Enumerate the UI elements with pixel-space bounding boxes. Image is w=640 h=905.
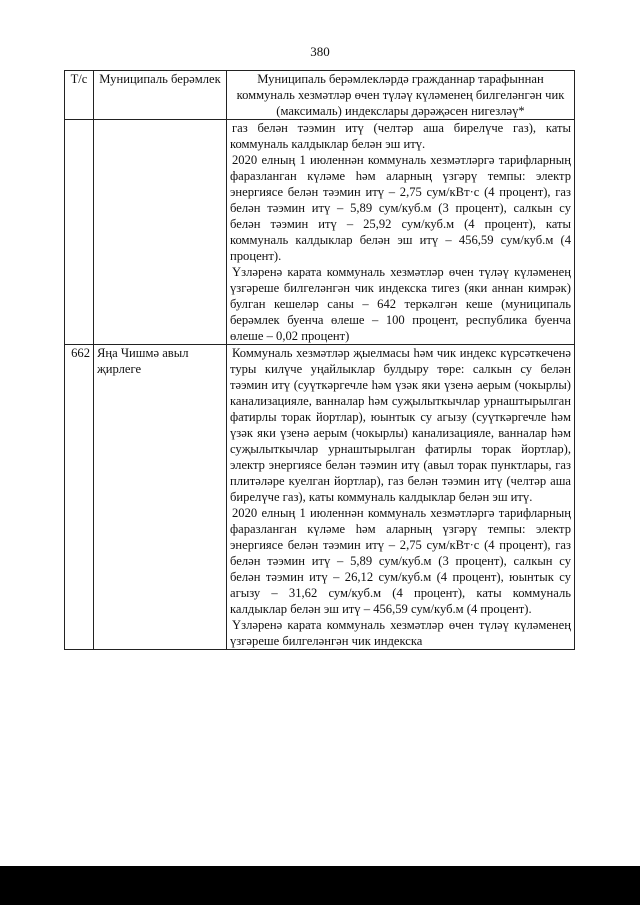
description-paragraph: газ белән тәэмин итү (челтәр аша бирелүче газ), каты коммуналь калдыклар белән эш итү.: [230, 121, 571, 151]
tariff-table: [64, 70, 575, 650]
table-header-row: [65, 71, 575, 120]
description-paragraph: 2020 елның 1 июленнән коммуналь хезмәтләргә тарифларның фаразланган күләме һәм аларның үзгәрү темпы: электр энергиясе белән тәэмин итү – 2,75 сум/кВт·с (4 процент), газ белән тәэмин итү – 5,89 сум/куб.м (3 процент), салкын су белән тәэмин итү – 26,12 сум/куб.м (4 процент), юынтык су агызу – 31,62 сум/куб.м (4 процент), каты коммуналь калдыклар белән эш итү – 456,59 сум/куб.м (4 процент).: [230, 506, 571, 616]
description-paragraph: Коммуналь хезмәтләр җыелмасы һәм чик индекс күрсәткеченә туры килүче уңайлыклар булдыру төре: салкын су белән тәэмин итү (суүткәргечле һәм үзәк яки үзенә аерым (чокырлы) канализацияле, ванналар һәм суҗылыткычлар урнаштырылган фатирлы торак йортлар), юынтык су агызу (суүткәргечле һәм үзәк яки үзенә аерым (чокырлы) канализацияле, ванналар һәм суҗылыткычлар урнаштырылган фатирлы торак йортлар), электр энергиясе белән тәэмин итү (авыл торак пунктлары, газ плитәләре куелган йортлар), газ белән тәэмин итү (челтәр аша бирелүче газ), каты коммуналь калдыклар белән эш итү.: [230, 346, 571, 504]
row-municipality: Яңа Чишмә авыл җирлеге: [94, 345, 227, 650]
row-description: [227, 345, 575, 650]
table-row: [65, 345, 575, 650]
page-number: 380: [310, 44, 330, 59]
description-paragraph: Үзләренә карата коммуналь хезмәтләр өчен түләү күләменең үзгәреше билгеләнгән чик индекска: [230, 618, 571, 648]
row-number: [65, 120, 94, 345]
header-number: Т/с: [65, 71, 94, 120]
table-row: [65, 120, 575, 345]
header-description: Муниципаль берәмлекләрдә гражданнар тарафыннан коммуналь хезмәтләр өчен түләү күләменең билгеләнгән чик (максималь) индекслары дәрәҗәсен нигезләү*: [227, 71, 575, 120]
description-paragraph: Үзләренә карата коммуналь хезмәтләр өчен түләү күләменең үзгәреше билгеләнгән чик индекска тигез (яки аннан кимрәк) булган кешеләр саны – 642 теркәлгән кеше (муниципаль берәмлек буенча өлеше – 100 процент, республика буенча өлеше – 0,02 процент): [230, 265, 571, 343]
row-number: 662: [65, 345, 94, 650]
row-description: [227, 120, 575, 345]
scan-bottom-edge: [0, 866, 640, 905]
row-municipality: [94, 120, 227, 345]
header-municipality: Муниципаль берәмлек: [94, 71, 227, 120]
description-paragraph: 2020 елның 1 июленнән коммуналь хезмәтләргә тарифларның фаразланган күләме һәм аларның үзгәрү темпы: электр энергиясе белән тәэмин итү – 2,75 сум/кВт·с (4 процент), газ белән тәэмин итү – 5,89 сум/куб.м (3 процент), салкын су белән тәэмин итү – 25,92 сум/куб.м (4 процент), каты коммуналь калдыклар белән эш итү – 456,59 сум/куб.м (4 процент).: [230, 153, 571, 263]
